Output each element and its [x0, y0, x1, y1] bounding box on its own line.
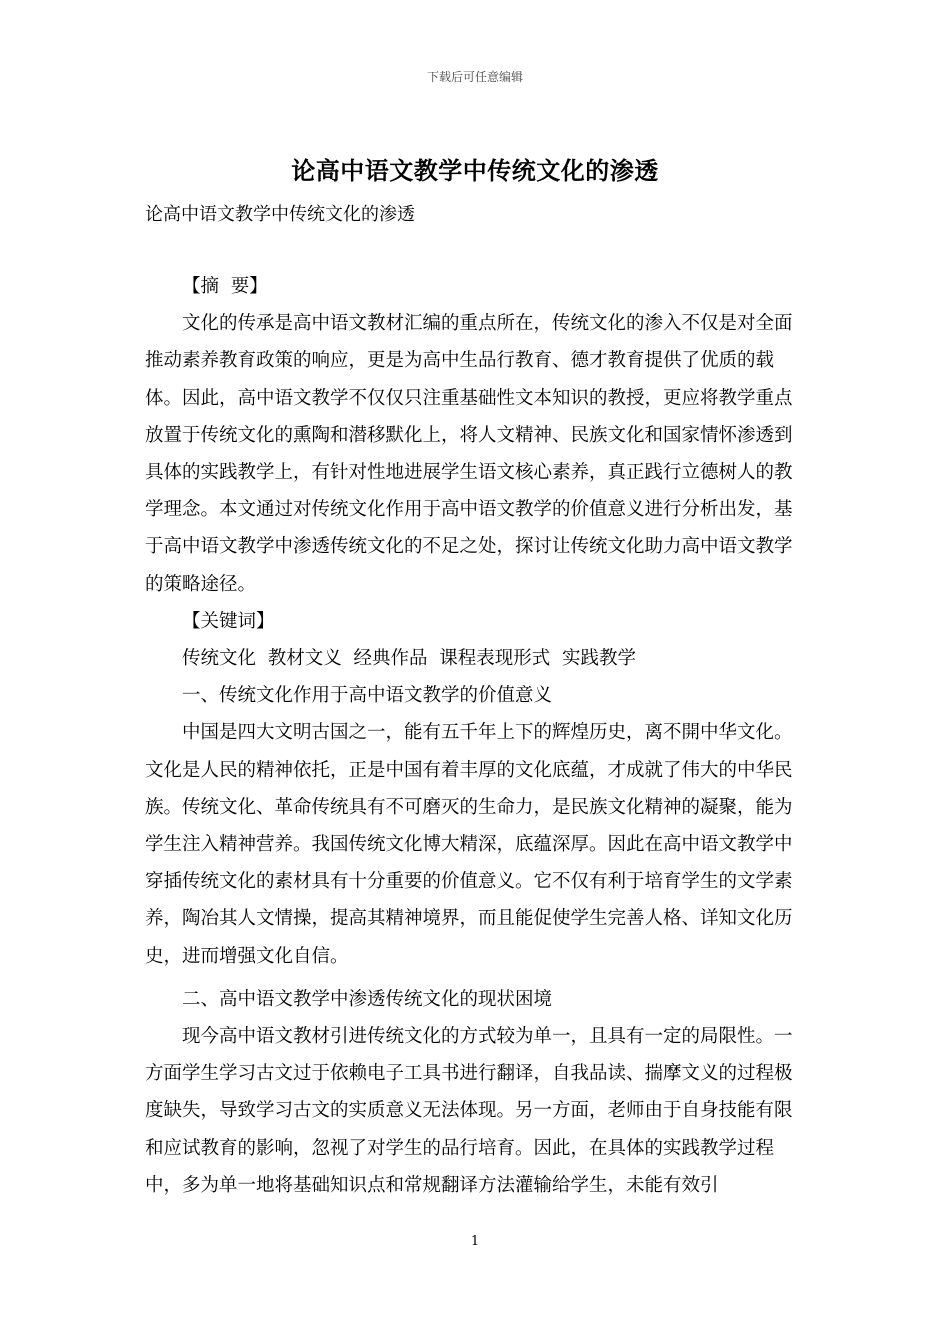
document-body: [145, 268, 810, 1204]
abstract-paragraph: 文化的传承是高中语文教材汇编的重点所在，传统文化的渗入不仅是对全面推动素养教育政策的响应，更是为高中生品行教育、德才教育提供了优质的载体。因此，高中语文教学不仅仅只注重基础性文本知识的教授，更应将教学重点放置于传统文化的熏陶和潜移默化上，将人文精神、民族文化和国家情怀渗透到具体的实践教学上，有针对性地进展学生语文核心素养，真正践行立德树人的教学理念。本文通过对传统文化作用于高中语文教学的价值意义进行分析出发，基于高中语文教学中渗透传统文化的不足之处，探讨让传统文化助力高中语文教学的策略途径。: [145, 313, 793, 595]
section-paragraph: 中国是四大文明古国之一，能有五千年上下的辉煌历史，离不開中华文化。文化是人民的精神依托，正是中国有着丰厚的文化底蕴，才成就了伟大的中华民族。传统文化、革命传统具有不可磨灭的生命力，是民族文化精神的凝聚，能为学生注入精神营养。我国传统文化博大精深，底蕴深厚。因此在高中语文教学中穿插传统文化的素材具有十分重要的价值意义。它不仅有利于培育学生的文学素养，陶冶其人文情操，提高其精神境界，而且能促使学生完善人格、详知文化历史，进而增强文化自信。: [145, 722, 793, 967]
document-title: 论高中语文教学中传统文化的渗透: [291, 156, 659, 185]
page-header: 下载后可任意编辑: [426, 70, 523, 84]
section-heading: 二、高中语文教学中渗透传统文化的现状困境: [182, 988, 553, 1010]
section-heading: 一、传统文化作用于高中语文教学的价值意义: [182, 685, 553, 707]
page-number: 1: [470, 1234, 480, 1249]
keywords-heading: 【关键词】: [182, 610, 275, 632]
document-subtitle: 论高中语文教学中传统文化的渗透: [145, 204, 415, 225]
keywords-list: 传统文化 教材文义 经典作品 课程表现形式 实践教学: [182, 648, 637, 670]
abstract-heading: 【摘 要】: [182, 276, 268, 297]
section-paragraph: 现今高中语文教材引进传统文化的方式较为单一，且具有一定的局限性。一方面学生学习古文过于依赖电子工具书进行翻译，自我品读、揣摩文义的过程极度缺失，导致学习古文的实质意义无法体现。另一方面，老师由于自身技能有限和应试教育的影响，忽视了对学生的品行培育。因此，在具体的实践教学过程中，多为单一地将基础知识点和常规翻译方法灌输给学生，未能有效引: [145, 1026, 793, 1196]
